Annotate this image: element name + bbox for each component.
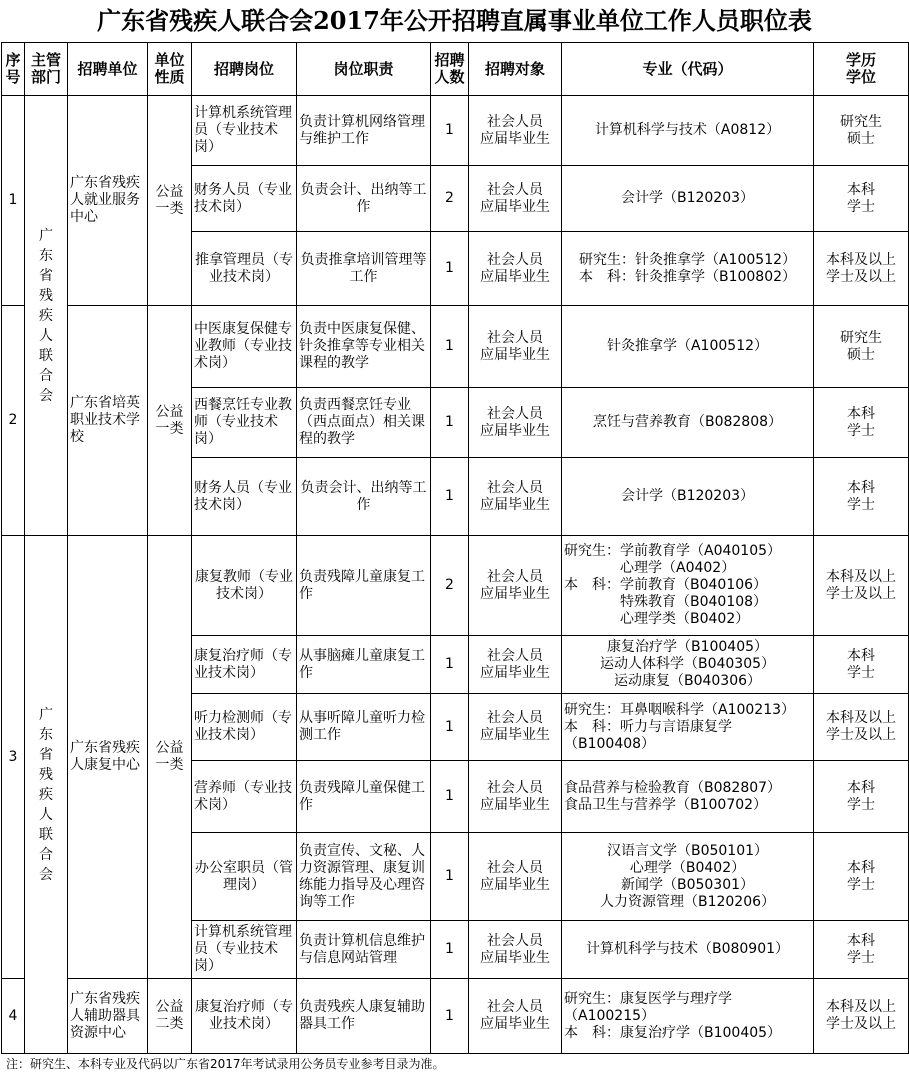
- seq-cell: 1: [2, 96, 25, 306]
- post-cell: 听力检测师（专业技术岗）: [192, 694, 297, 761]
- edu-cell: 本科及以上 学士及以上: [814, 694, 909, 761]
- major-cell: 计算机科学与技术（B080901）: [562, 921, 814, 979]
- edu-cell: 本科 学士: [814, 458, 909, 536]
- edu-cell: 本科及以上 学士及以上: [814, 979, 909, 1054]
- target-cell: 社会人员 应届毕业生: [469, 306, 562, 388]
- header-count: 招聘 人数: [431, 43, 469, 96]
- post-cell: 康复治疗师（专业技术岗）: [192, 636, 297, 694]
- post-cell: 推拿管理员（专业技术岗）: [192, 232, 297, 306]
- seq-cell: 4: [2, 979, 25, 1054]
- major-cell: 研究生：针灸推拿学（A100512） 本 科：针灸推拿学（B100802）: [562, 232, 814, 306]
- major-cell: 研究生：康复医学与理疗学（A100215） 本 科：康复治疗学（B100405）: [562, 979, 814, 1054]
- edu-cell: 本科及以上 学士及以上: [814, 232, 909, 306]
- target-cell: 社会人员 应届毕业生: [469, 979, 562, 1054]
- header-target: 招聘对象: [469, 43, 562, 96]
- major-cell: 计算机科学与技术（A0812）: [562, 96, 814, 166]
- duty-cell: 负责会计、出纳等工作: [297, 166, 431, 232]
- target-cell: 社会人员 应届毕业生: [469, 921, 562, 979]
- header-edu: 学历 学位: [814, 43, 909, 96]
- target-cell: 社会人员 应届毕业生: [469, 536, 562, 636]
- edu-cell: 本科 学士: [814, 833, 909, 921]
- duty-cell: 负责中医康复保健、针灸推拿等专业相关课程的教学: [297, 306, 431, 388]
- duty-cell: 负责推拿培训管理等工作: [297, 232, 431, 306]
- count-cell: 1: [431, 306, 469, 388]
- header-major: 专业（代码）: [562, 43, 814, 96]
- edu-cell: 研究生 硕士: [814, 306, 909, 388]
- target-cell: 社会人员 应届毕业生: [469, 833, 562, 921]
- unit-cell: 广东省残疾人就业服务中心: [68, 96, 148, 306]
- major-cell: 会计学（B120203）: [562, 166, 814, 232]
- target-cell: 社会人员 应届毕业生: [469, 694, 562, 761]
- post-cell: 计算机系统管理员（专业技术岗）: [192, 921, 297, 979]
- header-duty: 岗位职责: [297, 43, 431, 96]
- post-cell: 办公室职员（管理岗）: [192, 833, 297, 921]
- unit-cell: 广东省残疾人辅助器具资源中心: [68, 979, 148, 1054]
- duty-cell: 负责残疾人康复辅助器具工作: [297, 979, 431, 1054]
- duty-cell: 从事脑瘫儿童康复工作: [297, 636, 431, 694]
- edu-cell: 本科 学士: [814, 761, 909, 833]
- major-cell: 食品营养与检验教育（B082807） 食品卫生与营养学（B100702）: [562, 761, 814, 833]
- duty-cell: 负责西餐烹饪专业（西点面点）相关课程的教学: [297, 388, 431, 458]
- edu-cell: 本科 学士: [814, 388, 909, 458]
- header-dept: 主管 部门: [25, 43, 68, 96]
- post-cell: 康复治疗师（专业技术岗）: [192, 979, 297, 1054]
- duty-cell: 负责宣传、文秘、人力资源管理、康复训练能力指导及心理咨询等工作: [297, 833, 431, 921]
- major-cell: 针灸推拿学（A100512）: [562, 306, 814, 388]
- count-cell: 1: [431, 458, 469, 536]
- table-row: [2, 979, 909, 1054]
- major-cell: 烹饪与营养教育（B082808）: [562, 388, 814, 458]
- nature-cell: 公益一类: [148, 96, 192, 306]
- edu-cell: 本科及以上 学士及以上: [814, 536, 909, 636]
- major-cell: 研究生：耳鼻咽喉科学（A100213） 本 科：听力与言语康复学（B100408）: [562, 694, 814, 761]
- target-cell: 社会人员 应届毕业生: [469, 388, 562, 458]
- table-row: [2, 306, 909, 388]
- header-post: 招聘岗位: [192, 43, 297, 96]
- unit-cell: 广东省培英职业技术学校: [68, 306, 148, 536]
- target-cell: 社会人员 应届毕业生: [469, 232, 562, 306]
- nature-cell: 公益一类: [148, 536, 192, 979]
- duty-cell: 负责残障儿童保健工作: [297, 761, 431, 833]
- post-cell: 康复教师（专业技术岗）: [192, 536, 297, 636]
- header-seq: 序 号: [2, 43, 25, 96]
- post-cell: 财务人员（专业技术岗）: [192, 458, 297, 536]
- post-cell: 财务人员（专业技术岗）: [192, 166, 297, 232]
- unit-cell: 广东省残疾人康复中心: [68, 536, 148, 979]
- target-cell: 社会人员 应届毕业生: [469, 636, 562, 694]
- header-nature: 单位 性质: [148, 43, 192, 96]
- count-cell: 2: [431, 166, 469, 232]
- target-cell: 社会人员 应届毕业生: [469, 761, 562, 833]
- post-cell: 中医康复保健专业教师（专业技术岗）: [192, 306, 297, 388]
- post-cell: 营养师（专业技术岗）: [192, 761, 297, 833]
- count-cell: 1: [431, 833, 469, 921]
- major-cell: 会计学（B120203）: [562, 458, 814, 536]
- dept-cell: 广东省残疾人联合会: [25, 96, 68, 536]
- count-cell: 1: [431, 232, 469, 306]
- target-cell: 社会人员 应届毕业生: [469, 166, 562, 232]
- table-row: [2, 536, 909, 636]
- positions-table: [1, 42, 909, 1054]
- post-cell: 西餐烹饪专业教师（专业技术岗）: [192, 388, 297, 458]
- duty-cell: 从事听障儿童听力检测工作: [297, 694, 431, 761]
- count-cell: 1: [431, 694, 469, 761]
- seq-cell: 2: [2, 306, 25, 536]
- duty-cell: 负责计算机网络管理与维护工作: [297, 96, 431, 166]
- duty-cell: 负责计算机信息维护与信息网站管理: [297, 921, 431, 979]
- header-unit: 招聘单位: [68, 43, 148, 96]
- duty-cell: 负责残障儿童康复工作: [297, 536, 431, 636]
- table-row: [2, 96, 909, 166]
- count-cell: 1: [431, 388, 469, 458]
- count-cell: 1: [431, 96, 469, 166]
- major-cell: 研究生：学前教育学（A040105） 心理学（A0402） 本 科：学前教育（B040106） 特殊教育（B040108） 心理学类（B0402）: [562, 536, 814, 636]
- post-cell: 计算机系统管理员（专业技术岗）: [192, 96, 297, 166]
- seq-cell: 3: [2, 536, 25, 979]
- nature-cell: 公益二类: [148, 979, 192, 1054]
- header-row: [2, 43, 909, 96]
- count-cell: 1: [431, 979, 469, 1054]
- table-title: 广东省残疾人联合会2017年公开招聘直属事业单位工作人员职位表: [97, 6, 812, 35]
- edu-cell: 本科 学士: [814, 636, 909, 694]
- major-cell: 汉语言文学（B050101） 心理学（B0402） 新闻学（B050301） 人力资源管理（B120206）: [562, 833, 814, 921]
- edu-cell: 本科 学士: [814, 921, 909, 979]
- target-cell: 社会人员 应届毕业生: [469, 96, 562, 166]
- count-cell: 1: [431, 761, 469, 833]
- count-cell: 2: [431, 536, 469, 636]
- target-cell: 社会人员 应届毕业生: [469, 458, 562, 536]
- edu-cell: 本科 学士: [814, 166, 909, 232]
- count-cell: 1: [431, 921, 469, 979]
- duty-cell: 负责会计、出纳等工作: [297, 458, 431, 536]
- dept-cell: 广东省残疾人联合会: [25, 536, 68, 1054]
- nature-cell: 公益一类: [148, 306, 192, 536]
- edu-cell: 研究生 硕士: [814, 96, 909, 166]
- count-cell: 1: [431, 636, 469, 694]
- footnote: 注：研究生、本科专业及代码以广东省2017年考试录用公务员专业参考目录为准。: [6, 1057, 445, 1071]
- major-cell: 康复治疗学（B100405） 运动人体科学（B040305） 运动康复（B040306）: [562, 636, 814, 694]
